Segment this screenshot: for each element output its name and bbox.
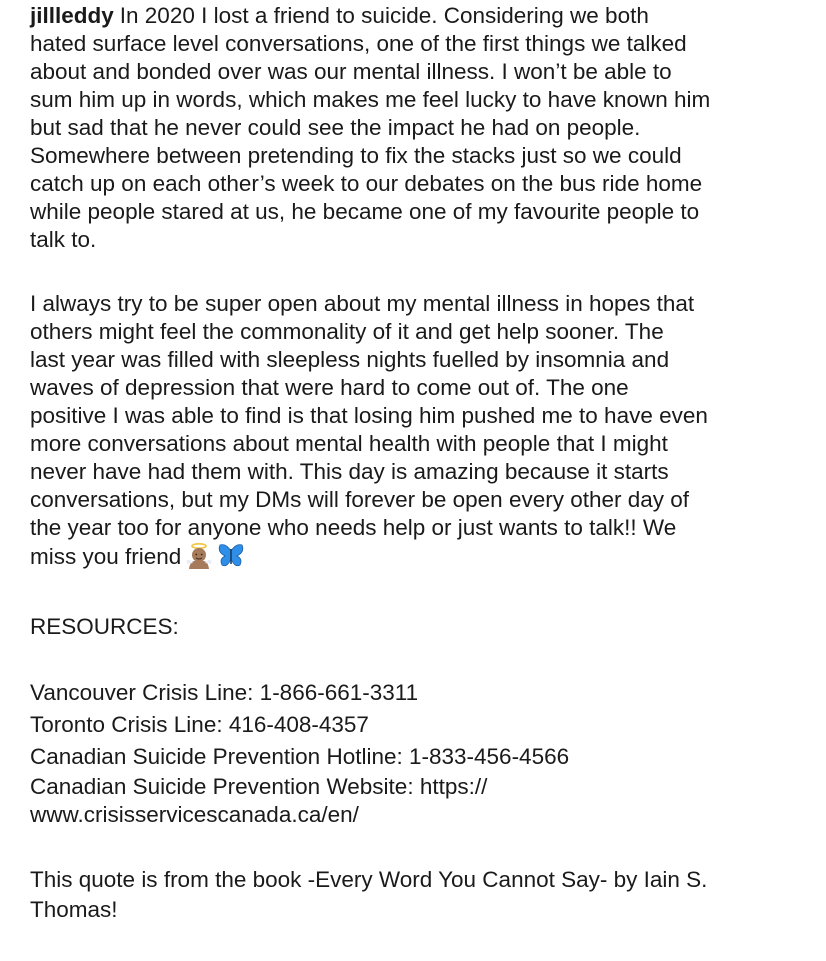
butterfly-icon — [217, 542, 245, 577]
username-link[interactable]: jillleddy — [30, 3, 114, 28]
resources-heading: RESOURCES: — [30, 614, 179, 639]
caption-text-1: In 2020 I lost a friend to suicide. Considering we both hated surface level conversations, one of the first things we talked about and bonded over was our mental illness. I won’t be able to sum him up in words, which makes me feel lucky to have known him but sad that he never could see the impact he had on people. Somewhere between pretending to fix the stacks just so we could catch up on each other’s week to our debates on the bus ride home while people stared at us, he became one of my favourite people to talk to. — [30, 3, 711, 252]
resource-vancouver: Vancouver Crisis Line: 1-866-661-3311 — [30, 680, 419, 705]
resource-toronto: Toronto Crisis Line: 416-408-4357 — [30, 712, 369, 737]
resources-list — [30, 677, 820, 829]
caption-text-2: I always try to be super open about my mental illness in hopes that others might feel the commonality of it and get help sooner. The last year was filled with sleepless nights fuelled by insomnia and waves of depression that were hard to come out of. The one positive I was able to find is that losing him pushed me to have even more conversations about mental health with people that I might never have had them with. This day is amazing because it starts conversations, but my DMs will forever be open every other day of the year too for anyone who needs help or just wants to talk!! We miss you friend — [30, 291, 708, 569]
caption-paragraph-2 — [30, 290, 820, 577]
quote-note: This quote is from the book -Every Word You Cannot Say- by Iain S. Thomas! — [30, 867, 708, 922]
resource-website[interactable]: Canadian Suicide Prevention Website: https:// www.crisisservicescanada.ca/en/ — [30, 774, 488, 827]
caption-paragraph-1 — [30, 2, 820, 254]
post-caption — [30, 2, 820, 961]
resource-hotline: Canadian Suicide Prevention Hotline: 1-833-456-4566 — [30, 744, 570, 769]
angel-icon — [185, 542, 213, 577]
